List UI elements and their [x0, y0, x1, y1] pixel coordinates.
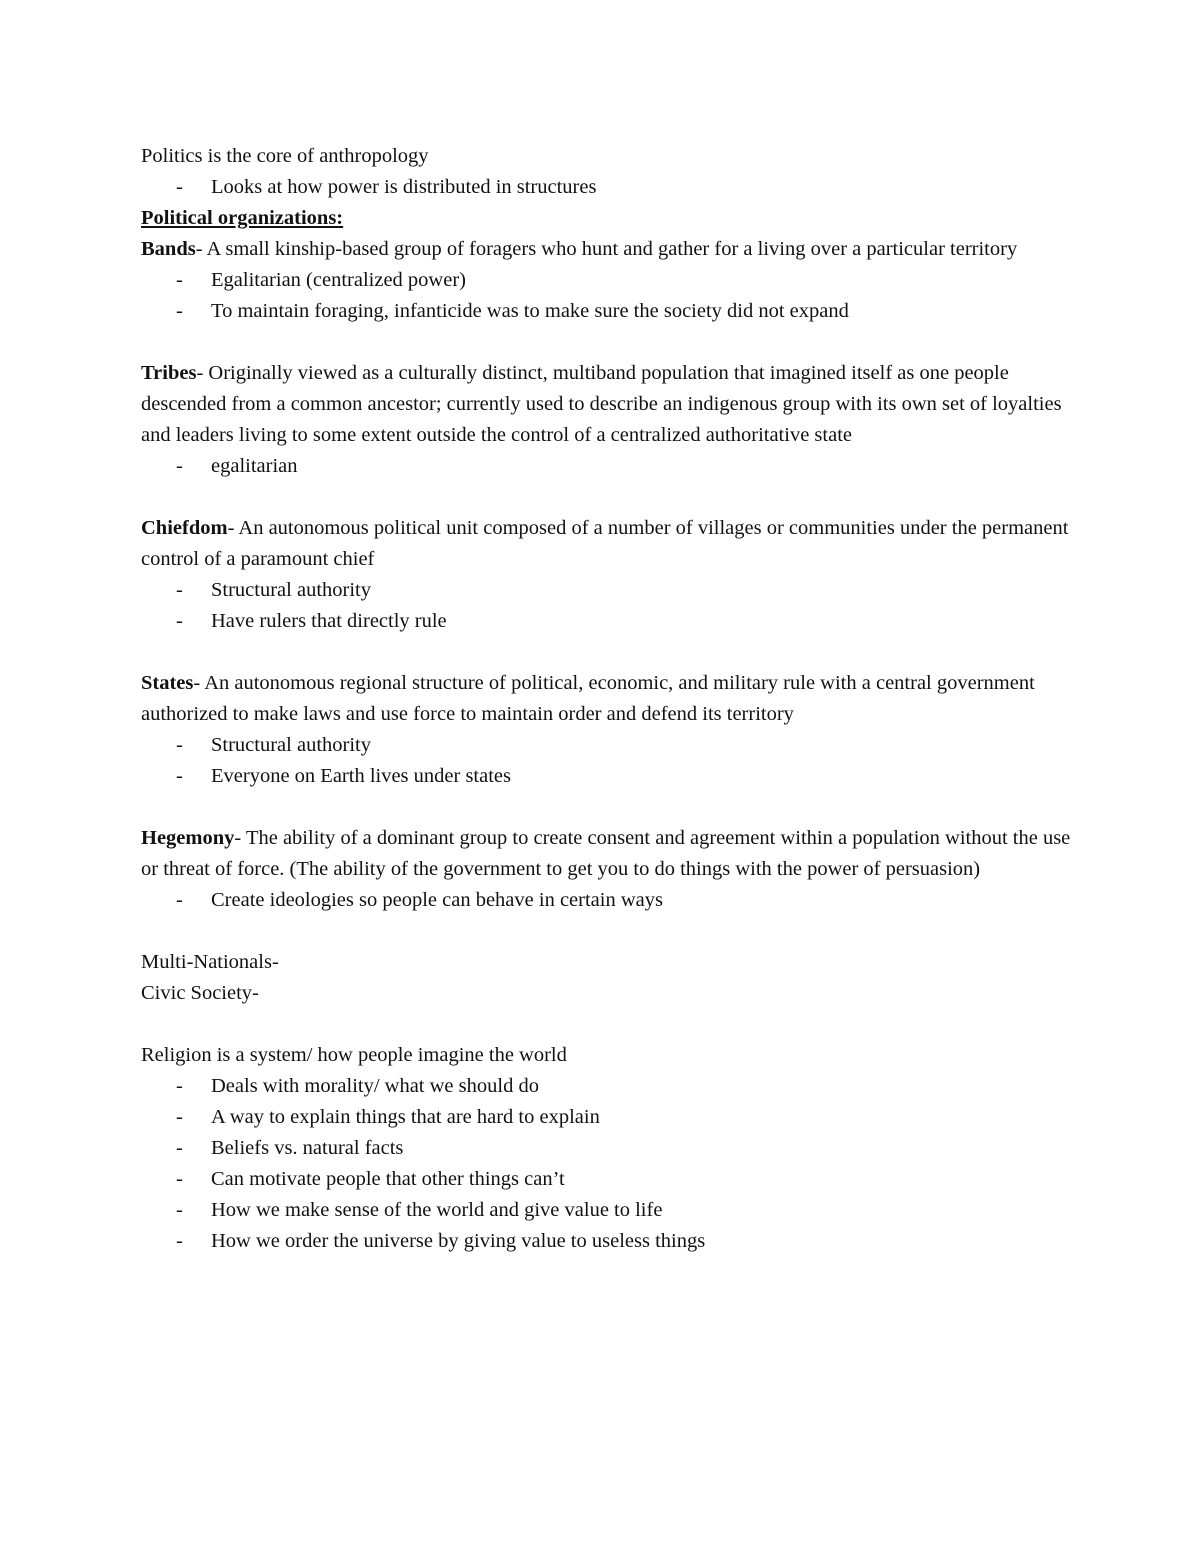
definition-text: - An autonomous regional structure of political, economic, and military rule with a central government authorized to make laws and use force to maintain order and defend its territory: [141, 672, 1035, 725]
definition-states: [141, 668, 1071, 730]
list-item: [141, 761, 1071, 792]
list-item-text: Have rulers that directly rule: [211, 610, 447, 632]
definition-text: - The ability of a dominant group to create consent and agreement within a population without the use or threat of force. (The ability of the government to get you to do things with the power of persuasion): [141, 827, 1071, 880]
definition-tribes: [141, 358, 1071, 451]
term-states: States: [141, 672, 194, 694]
definition-hegemony: [141, 823, 1071, 885]
spacer: [141, 916, 1071, 947]
list-item: [141, 606, 1071, 637]
list-item-text: To maintain foraging, infanticide was to make sure the society did not expand: [211, 300, 849, 322]
dash-marker: -: [176, 765, 183, 787]
religion-line: Religion is a system/ how people imagine the world: [141, 1044, 567, 1066]
list-item-text: How we order the universe by giving value to useless things: [211, 1230, 706, 1252]
definition-text: - A small kinship-based group of foragers who hunt and gather for a living over a particular territory: [195, 238, 1018, 260]
dash-marker: -: [176, 176, 183, 198]
section-heading: Political organizations:: [141, 207, 344, 229]
multi-nationals-line: Multi-Nationals-: [141, 951, 279, 973]
list-item-text: egalitarian: [211, 455, 298, 477]
list-item: [141, 575, 1071, 606]
dash-marker: -: [176, 1230, 183, 1252]
list-item-text: Structural authority: [211, 579, 371, 601]
list-item-text: Beliefs vs. natural facts: [211, 1137, 404, 1159]
dash-marker: -: [176, 300, 183, 322]
definition-text: - An autonomous political unit composed of a number of villages or communities under the permanent control of a paramount chief: [141, 517, 1069, 570]
dash-marker: -: [176, 269, 183, 291]
term-chiefdom: Chiefdom: [141, 517, 228, 539]
list-item: [141, 1226, 1071, 1257]
dash-marker: -: [176, 1075, 183, 1097]
term-bands: Bands: [141, 238, 196, 260]
list-item-text: Egalitarian (centralized power): [211, 269, 466, 291]
dash-marker: -: [176, 1168, 183, 1190]
spacer: [141, 327, 1071, 358]
list-item-text: Structural authority: [211, 734, 371, 756]
list-item: [141, 172, 1071, 203]
list-item: [141, 451, 1071, 482]
dash-marker: -: [176, 1199, 183, 1221]
list-item: [141, 730, 1071, 761]
definition-chiefdom: [141, 513, 1071, 575]
list-item: [141, 1133, 1071, 1164]
spacer: [141, 637, 1071, 668]
dash-marker: -: [176, 734, 183, 756]
spacer: [141, 1009, 1071, 1040]
list-item: [141, 265, 1071, 296]
list-item: [141, 1102, 1071, 1133]
list-item-text: Deals with morality/ what we should do: [211, 1075, 539, 1097]
dash-marker: -: [176, 455, 183, 477]
dash-marker: -: [176, 1137, 183, 1159]
list-item-text: Everyone on Earth lives under states: [211, 765, 512, 787]
dash-marker: -: [176, 610, 183, 632]
list-item-text: Create ideologies so people can behave in certain ways: [211, 889, 663, 911]
list-item: [141, 1195, 1071, 1226]
list-item: [141, 1071, 1071, 1102]
definition-bands: [141, 234, 1071, 265]
term-tribes: Tribes: [141, 362, 197, 384]
list-item: [141, 1164, 1071, 1195]
spacer: [141, 482, 1071, 513]
list-item-text: How we make sense of the world and give value to life: [211, 1199, 663, 1221]
dash-marker: -: [176, 1106, 183, 1128]
spacer: [141, 792, 1071, 823]
dash-marker: -: [176, 579, 183, 601]
dash-marker: -: [176, 889, 183, 911]
list-item: [141, 296, 1071, 327]
document-body: [141, 141, 1071, 1257]
list-item-text: A way to explain things that are hard to explain: [211, 1106, 600, 1128]
intro-line: Politics is the core of anthropology: [141, 145, 429, 167]
list-item: [141, 885, 1071, 916]
definition-text: - Originally viewed as a culturally distinct, multiband population that imagined itself as one people descended from a common ancestor; currently used to describe an indigenous group with its own set of loyalties and leaders living to some extent outside the control of a centralized authoritative state: [141, 362, 1062, 446]
list-item-text: Can motivate people that other things can’t: [211, 1168, 565, 1190]
civic-society-line: Civic Society-: [141, 982, 259, 1004]
term-hegemony: Hegemony: [141, 827, 235, 849]
list-item-text: Looks at how power is distributed in structures: [211, 176, 597, 198]
